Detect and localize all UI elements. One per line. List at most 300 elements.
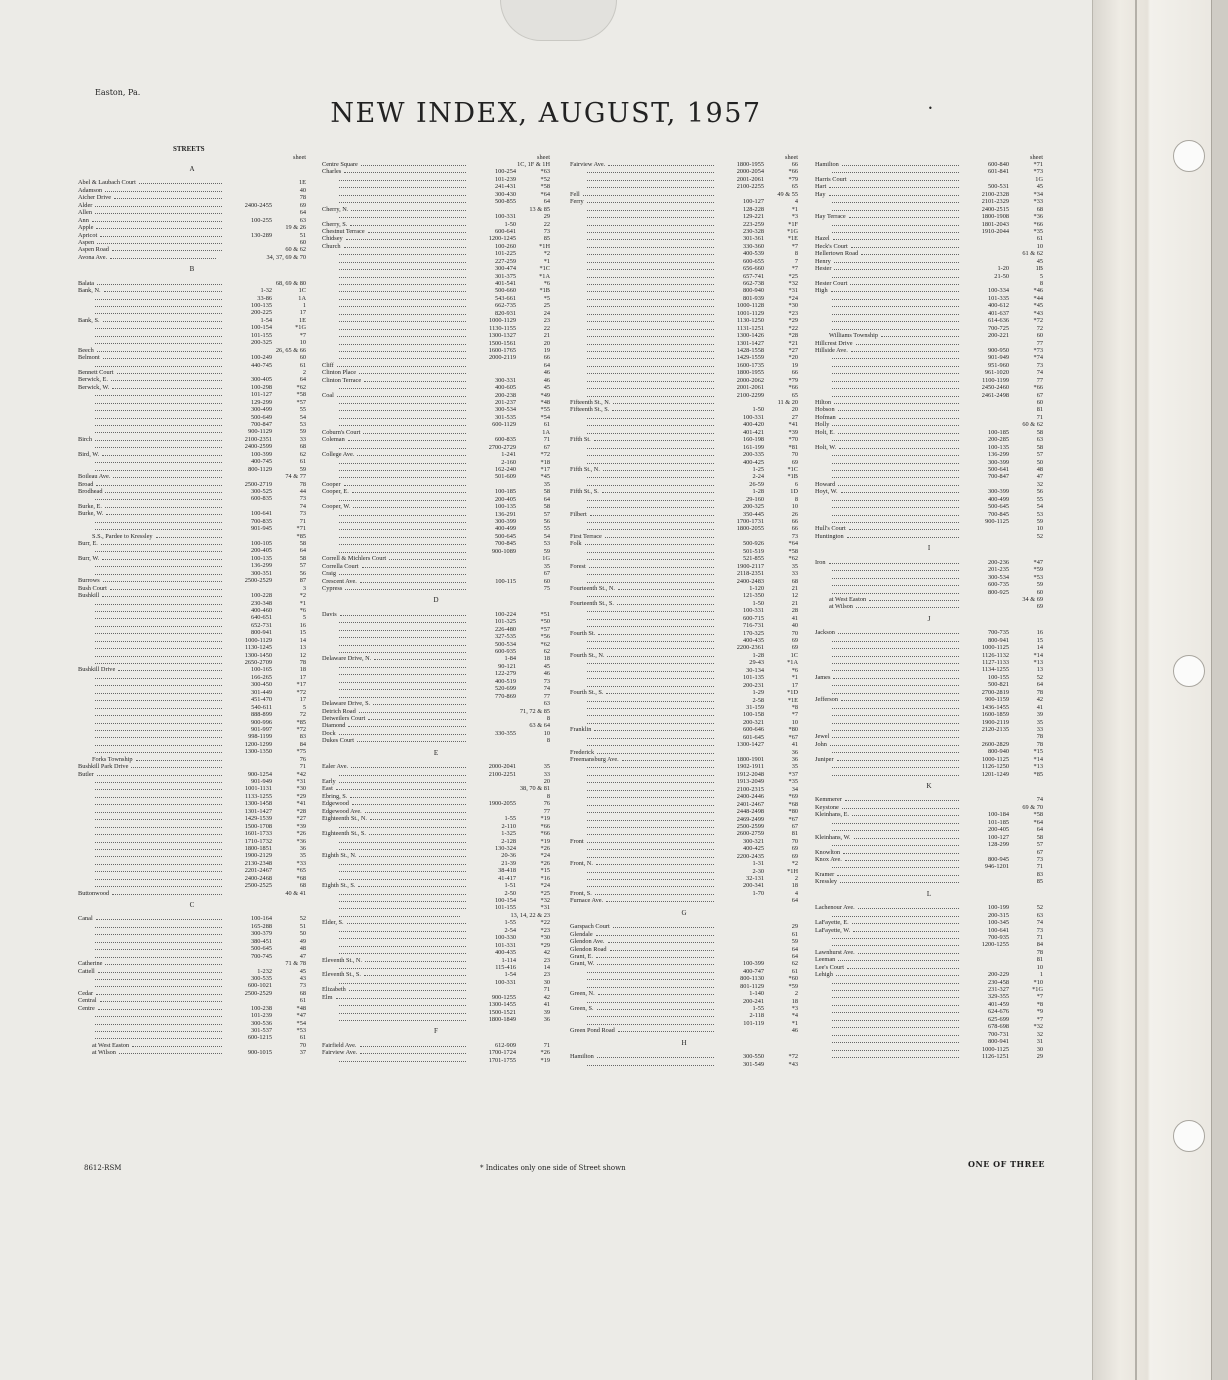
address-range: 90-121 <box>498 662 516 670</box>
sheet-number: 76 <box>299 755 306 763</box>
sheet-number: *85 <box>1033 770 1043 778</box>
address-range: 961-1020 <box>984 369 1009 377</box>
index-entry <box>78 362 306 369</box>
address-range: 300-331 <box>495 376 516 384</box>
dot-leader <box>881 336 959 337</box>
address-range: 300-399 <box>495 518 516 525</box>
sheet-number: *51 <box>540 610 550 618</box>
address-range: 700-835 <box>251 517 272 525</box>
address-range: 1130-1250 <box>736 317 764 325</box>
sheet-number: 67 <box>543 570 550 578</box>
dot-leader <box>339 674 466 675</box>
address-range: 241-431 <box>495 183 516 191</box>
sheet-number: *7 <box>791 711 798 719</box>
sheet-number: *23 <box>540 926 550 934</box>
index-entry <box>322 763 550 770</box>
sheet-number: *85 <box>296 718 306 726</box>
address-range: 500-855 <box>495 198 516 206</box>
index-entry <box>322 641 550 648</box>
dot-leader <box>618 1031 714 1032</box>
street-name: James <box>815 673 831 681</box>
dot-leader <box>350 797 466 798</box>
address-range: 101-155 <box>495 904 516 912</box>
sheet-number: *37 <box>788 770 798 778</box>
address-range: 100-331 <box>743 413 764 421</box>
index-entry <box>570 816 798 823</box>
dot-leader <box>832 381 959 382</box>
address-range: 600-935 <box>495 648 516 656</box>
address-range: 230-458 <box>988 978 1009 986</box>
index-entry <box>815 993 1043 1000</box>
dot-leader <box>849 529 959 530</box>
sheet-number: *48 <box>540 399 550 406</box>
address-range: 540-611 <box>251 703 272 711</box>
dot-leader <box>95 942 222 943</box>
dot-leader <box>838 433 959 434</box>
dot-leader <box>832 1027 959 1028</box>
index-entry <box>322 354 550 361</box>
index-entry <box>78 704 306 711</box>
sheet-number: 73 <box>543 227 550 235</box>
sheet-number: 1B <box>1035 265 1043 273</box>
sheet-number: 64 <box>791 945 798 953</box>
sheet-number: 71 <box>299 517 306 525</box>
sheet-number: 77 <box>543 692 550 700</box>
dot-leader <box>95 529 222 530</box>
dot-leader <box>339 953 466 954</box>
dot-leader <box>587 463 714 464</box>
dot-leader <box>587 849 714 850</box>
sheet-number: *20 <box>788 354 798 362</box>
address-range: 300-379 <box>251 930 272 938</box>
address-range: 2000-2119 <box>488 354 516 362</box>
dot-leader <box>587 381 714 382</box>
index-entry <box>570 213 798 220</box>
sheet-number: 10 <box>1036 242 1043 250</box>
index-entry <box>815 871 1043 878</box>
dot-leader <box>119 1053 222 1054</box>
index-entry <box>78 689 306 696</box>
address-range: 400-499 <box>495 525 516 533</box>
sheet-number: 58 <box>543 503 550 511</box>
dot-leader <box>587 641 714 642</box>
sheet-number: 77 <box>1036 339 1043 347</box>
index-entry <box>78 510 306 517</box>
dot-leader <box>339 180 466 181</box>
address-range: 2400-2468 <box>244 874 272 882</box>
index-entry <box>570 875 798 882</box>
sheet-number: 18 <box>791 997 798 1005</box>
street-name: East <box>322 785 333 793</box>
street-name: Chestnut Terrace <box>322 227 365 235</box>
dot-leader <box>597 964 714 965</box>
section-letter: I <box>927 544 931 553</box>
dot-leader <box>613 927 714 928</box>
address-range: 2120-2135 <box>981 725 1009 733</box>
sheet-number: *1 <box>543 257 550 265</box>
address-range: 1300-1450 <box>244 651 272 659</box>
sheet-number: 77 <box>1036 376 1043 384</box>
sheet-number: 70 <box>791 451 798 459</box>
address-range: 1428-1558 <box>736 346 764 354</box>
sheet-number: 8 <box>794 250 798 258</box>
sheet-number: *35 <box>788 778 798 786</box>
address-range: 1200-1255 <box>981 941 1009 949</box>
dot-leader <box>348 440 466 441</box>
sheet-number: 54 <box>1036 503 1043 511</box>
dot-leader <box>336 998 467 999</box>
address-range: 1429-1539 <box>244 815 272 823</box>
street-name: Lee's Court <box>815 963 844 971</box>
dot-leader <box>838 960 959 961</box>
dot-leader <box>847 537 959 538</box>
dot-leader <box>832 578 959 579</box>
address-range: 901-949 <box>988 354 1009 362</box>
address-range: 1900-2117 <box>736 562 764 570</box>
dot-leader <box>339 697 466 698</box>
sheet-number: *4 <box>791 1012 798 1020</box>
sheet-number: 50 <box>299 930 306 938</box>
index-entry <box>815 964 1043 971</box>
index-entry <box>815 451 1043 458</box>
index-entry <box>815 934 1043 941</box>
index-entry <box>815 863 1043 870</box>
dot-leader <box>95 708 222 709</box>
address-range: 901-997 <box>251 725 272 733</box>
address-range: 1-241 <box>501 451 516 459</box>
sheet-number: 17 <box>299 696 306 704</box>
dot-leader <box>605 537 714 538</box>
index-entry <box>322 685 550 692</box>
index-entry <box>78 547 306 554</box>
sheet-number: 54 <box>299 413 306 421</box>
sheet-number: 47 <box>1036 473 1043 481</box>
address-range: 600-1215 <box>247 1034 272 1042</box>
section-letter: L <box>926 889 932 898</box>
dot-leader <box>587 232 714 233</box>
index-entry <box>78 808 306 815</box>
index-entry <box>78 778 306 785</box>
dot-leader <box>587 425 714 426</box>
dot-leader <box>843 853 959 854</box>
street-name: John <box>815 740 827 748</box>
address-range: 900-1129 <box>248 428 272 436</box>
sheet-number: 63 <box>1036 436 1043 444</box>
sheet-number: 26 <box>791 510 798 518</box>
address-range: 946-1201 <box>984 863 1009 871</box>
street-name: Hamilton <box>815 161 839 168</box>
street-name: Jackson <box>815 629 835 637</box>
index-entry <box>78 354 306 361</box>
index-entry <box>78 194 306 201</box>
address-range: 100-105 <box>251 540 272 548</box>
index-entry <box>815 904 1043 911</box>
address-range: 700-745 <box>251 952 272 960</box>
index-entry <box>570 578 798 585</box>
address-range: 901-945 <box>251 525 272 533</box>
dot-leader <box>340 615 466 616</box>
dot-leader <box>832 210 959 211</box>
sheet-number: *23 <box>788 309 798 317</box>
index-entry <box>570 689 798 696</box>
address-range: 301-537 <box>251 1027 272 1035</box>
dot-leader <box>339 321 466 322</box>
index-entry <box>570 615 798 622</box>
address-range: 21-50 <box>994 272 1009 280</box>
sheet-number: 69 & 70 <box>1022 803 1043 811</box>
street-name: Hart <box>815 183 827 191</box>
address-range: 101-185 <box>988 818 1009 826</box>
index-entry <box>570 938 798 945</box>
address-range: 600-641 <box>495 227 516 235</box>
street-name: Burr, W. <box>78 554 100 562</box>
index-entry <box>570 838 798 845</box>
index-entry <box>815 704 1043 711</box>
index-entry <box>322 161 550 168</box>
form-code: 8612-RSM <box>84 1164 122 1172</box>
dot-leader <box>95 470 222 471</box>
index-entry <box>570 235 798 242</box>
sheet-number: 32 <box>1036 1030 1043 1038</box>
sheet-number: *8 <box>1036 1000 1043 1008</box>
index-entry <box>78 815 306 822</box>
address-range: 300-535 <box>251 974 272 982</box>
index-entry <box>570 518 798 525</box>
dot-leader <box>95 566 222 567</box>
dot-leader <box>832 730 959 731</box>
sheet-number: 74 <box>1036 796 1043 804</box>
index-entry <box>322 919 550 926</box>
dot-leader <box>96 994 222 995</box>
dot-leader <box>587 582 714 583</box>
street-name: Cherry, N. <box>322 205 349 213</box>
address-range: 521-855 <box>743 555 764 563</box>
sheet-number: 53 <box>299 421 306 429</box>
index-entry <box>570 317 798 324</box>
dot-leader <box>351 767 466 768</box>
address-range: 200-238 <box>495 391 516 399</box>
index-entry <box>570 607 798 614</box>
sheet-number: 33 <box>1036 725 1043 733</box>
sheet-number: 32 <box>1036 480 1043 488</box>
index-entry <box>570 697 798 704</box>
address-range: 1126-1251 <box>981 1052 1009 1060</box>
dot-leader <box>856 607 959 608</box>
index-entry <box>322 310 550 317</box>
address-range: 1-50 <box>504 220 516 228</box>
index-entry <box>815 986 1043 993</box>
index-entry <box>78 1012 306 1019</box>
dot-leader <box>842 165 959 166</box>
address-range: 300-534 <box>988 573 1009 581</box>
sheet-number: 16 <box>299 621 306 629</box>
street-name: Fifteenth St., S. <box>570 406 610 414</box>
index-entry <box>322 332 550 339</box>
address-range: 100-228 <box>251 592 272 600</box>
address-range: 1-54 <box>504 971 516 979</box>
sheet-number: *50 <box>540 618 550 626</box>
dot-leader <box>585 544 714 545</box>
index-entry <box>322 785 550 792</box>
sheet-number: 71 <box>543 1041 550 1049</box>
section-letter: B <box>189 265 195 274</box>
address-range: 1800-1908 <box>981 213 1009 221</box>
sheet-number: 40 & 41 <box>285 889 306 897</box>
index-entry <box>78 592 306 599</box>
dot-leader <box>832 830 959 831</box>
dot-leader <box>357 741 466 742</box>
sheet-number: 63 <box>299 216 306 224</box>
dot-leader <box>587 797 714 798</box>
sheet-number: 16 <box>1036 629 1043 637</box>
address-range: 100-135 <box>251 554 272 562</box>
street-name: Fifth St. <box>570 436 591 444</box>
index-entry <box>815 726 1043 733</box>
dot-leader <box>110 589 222 590</box>
sheet-number: *14 <box>1033 755 1043 763</box>
index-entry <box>570 659 798 666</box>
dot-leader <box>368 719 466 720</box>
dot-leader <box>359 856 466 857</box>
dot-leader <box>587 284 714 285</box>
sheet-number: *1A <box>787 659 798 667</box>
index-entry <box>322 971 550 978</box>
index-entry <box>78 953 306 960</box>
address-range: 400-519 <box>495 677 516 685</box>
address-range: 662-735 <box>495 302 516 310</box>
sheet-number: *66 <box>1033 220 1043 228</box>
index-entry <box>570 563 798 570</box>
sheet-number: 49 & 55 <box>777 190 798 198</box>
dot-leader <box>587 507 714 508</box>
sheet-number: *67 <box>788 815 798 823</box>
index-entry <box>570 1053 798 1060</box>
address-range: 2000-2062 <box>736 376 764 384</box>
index-entry <box>815 796 1043 803</box>
dot-leader <box>95 797 222 798</box>
streets-heading: STREETS <box>173 145 205 153</box>
dot-leader <box>95 425 222 426</box>
street-name: Butler <box>78 770 94 778</box>
sheet-number: 57 <box>1036 451 1043 459</box>
dot-leader <box>339 522 466 523</box>
street-name: Grant, E. <box>570 952 593 960</box>
dot-leader <box>832 775 959 776</box>
address-range: 1000-1128 <box>736 302 764 310</box>
address-range: 800-941 <box>251 629 272 637</box>
dot-leader <box>111 380 222 381</box>
address-range: 801-1129 <box>740 982 764 990</box>
sheet-number: *45 <box>540 473 550 481</box>
address-range: 662-738 <box>743 280 764 287</box>
street-name: Balata <box>78 279 95 287</box>
address-range: 700-845 <box>988 510 1009 518</box>
index-entry <box>815 496 1043 503</box>
address-range: 656-660 <box>743 265 764 273</box>
index-entry <box>815 652 1043 659</box>
street-name: Coal <box>322 391 334 399</box>
dot-leader <box>587 254 714 255</box>
index-entry <box>78 473 306 480</box>
address-range: 2-58 <box>752 696 764 704</box>
index-entry <box>78 369 306 376</box>
index-entry <box>322 815 550 822</box>
sheet-number: 65 <box>791 391 798 399</box>
address-range: 327-535 <box>495 633 516 641</box>
dot-leader <box>339 946 466 947</box>
dot-leader <box>832 663 959 664</box>
dot-leader <box>841 492 959 493</box>
dot-leader <box>339 477 466 478</box>
dot-leader <box>339 202 466 203</box>
sheet-number: 67 <box>1036 391 1043 399</box>
dot-leader <box>131 767 222 768</box>
dot-leader <box>95 834 222 835</box>
dot-leader <box>339 574 466 575</box>
sheet-number: *1A <box>539 272 550 280</box>
sheet-number: 1E <box>299 316 306 324</box>
index-entry <box>570 749 798 756</box>
dot-leader <box>838 410 959 411</box>
address-range: 165-288 <box>251 922 272 930</box>
sheet-number: 47 <box>299 952 306 960</box>
address-range: 301-535 <box>495 413 516 421</box>
dot-leader <box>103 358 222 359</box>
sheet-number: *15 <box>1033 748 1043 756</box>
dot-leader <box>587 842 714 843</box>
street-name: Aspen <box>78 238 95 246</box>
dot-leader <box>587 448 714 449</box>
dot-leader <box>587 225 714 226</box>
index-entry <box>78 763 306 770</box>
sheet-number: *47 <box>1033 558 1043 566</box>
page-part-label: ONE OF THREE <box>968 1159 1045 1169</box>
street-name: Frederick <box>570 748 595 756</box>
address-range: 900-1089 <box>491 547 516 555</box>
index-entry <box>570 801 798 808</box>
index-entry <box>815 265 1043 272</box>
dot-leader <box>95 986 222 987</box>
address-range: 1100-1199 <box>982 376 1009 384</box>
sheet-number: *58 <box>540 183 550 191</box>
dot-leader <box>95 395 222 396</box>
sheet-number: 11 & 20 <box>777 399 798 406</box>
address-range: 500-641 <box>988 465 1009 473</box>
sheet-number: 74 <box>1036 369 1043 377</box>
dot-leader <box>95 626 222 627</box>
street-name: Grant, W. <box>570 960 595 968</box>
index-entry <box>570 540 798 547</box>
address-range: 33-86 <box>257 294 272 302</box>
address-range: 716-731 <box>743 622 764 630</box>
street-name: Henry <box>815 257 831 265</box>
address-range: 1800-1901 <box>736 756 764 763</box>
index-entry <box>815 488 1043 495</box>
address-range: 100-298 <box>251 383 272 391</box>
index-entry <box>78 830 306 837</box>
address-range: 1-54 <box>260 316 272 324</box>
index-entry <box>815 325 1043 332</box>
address-range: 1-232 <box>257 967 272 975</box>
index-entry <box>570 741 798 748</box>
street-name: Harris Court <box>815 175 847 183</box>
address-range: 300-405 <box>251 376 272 384</box>
dot-leader <box>339 515 466 516</box>
sheet-number: 2 <box>794 990 798 998</box>
index-entry <box>322 555 550 562</box>
address-range: 600-646 <box>743 726 764 734</box>
sheet-number: 13, 14, 22 & 23 <box>510 911 550 919</box>
